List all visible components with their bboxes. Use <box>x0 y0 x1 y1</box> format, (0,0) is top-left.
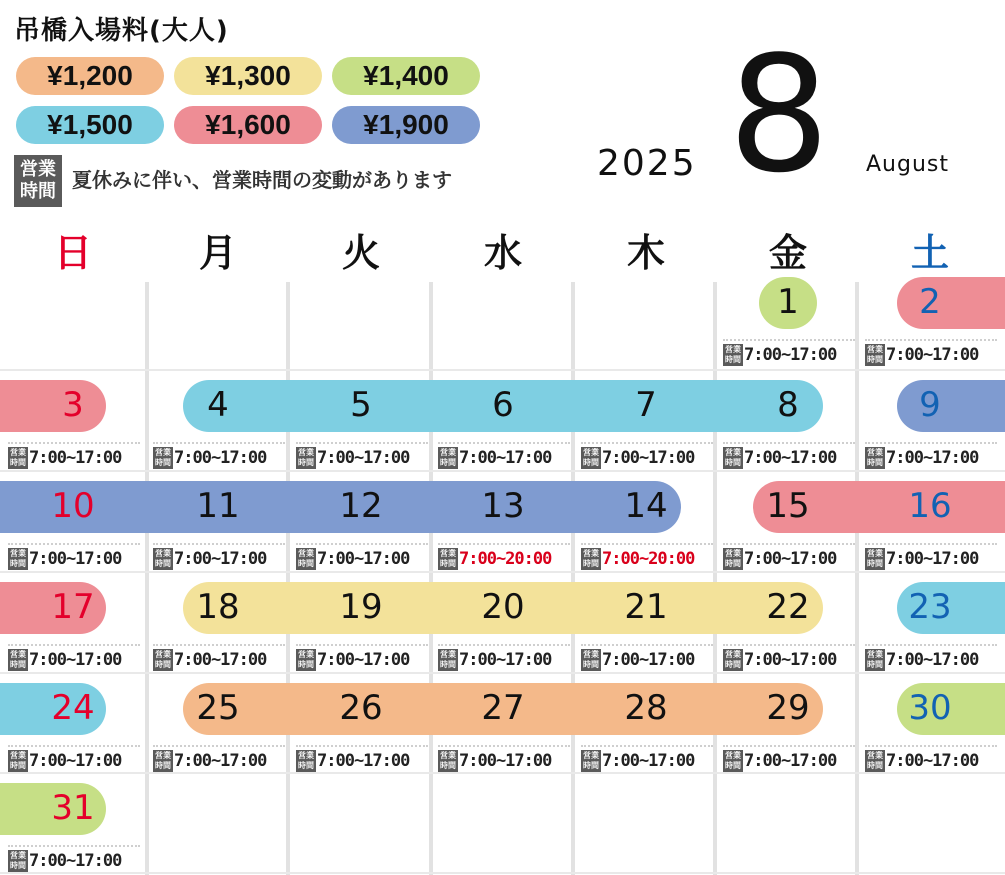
day-number: 16 <box>908 486 952 526</box>
hours-badge-icon <box>8 850 28 872</box>
hours-badge-icon <box>865 548 885 570</box>
hours-badge-icon <box>581 548 601 570</box>
business-hours <box>438 547 551 571</box>
hours-badge-top: 営業 <box>867 345 883 354</box>
hours-text: 7:00~17:00 <box>459 751 552 771</box>
cell-divider <box>296 543 428 545</box>
business-hours <box>581 446 694 470</box>
day-number: 24 <box>51 688 95 728</box>
hours-notice: 夏休みに伴い、営業時間の変動があります <box>72 168 452 192</box>
day-number: 4 <box>207 385 229 425</box>
day-number: 29 <box>766 688 810 728</box>
business-hours <box>153 446 266 470</box>
day-number: 18 <box>196 587 240 627</box>
cell-divider <box>153 745 285 747</box>
hours-badge-bottom: 時間 <box>10 559 26 568</box>
hours-badge-top: 営業 <box>298 751 314 760</box>
hours-badge-bottom: 時間 <box>867 355 883 364</box>
hours-badge-bottom: 時間 <box>725 458 741 467</box>
hours-badge-top: 営業 <box>155 448 171 457</box>
business-hours <box>723 547 836 571</box>
business-hours-badge <box>14 155 62 207</box>
business-hours <box>723 343 836 367</box>
hours-badge-bottom: 時間 <box>298 559 314 568</box>
badge-bottom-text: 時間 <box>20 181 56 202</box>
day-number: 14 <box>624 486 668 526</box>
day-number: 15 <box>766 486 810 526</box>
day-number: 10 <box>51 486 95 526</box>
day-number: 2 <box>919 282 941 322</box>
business-hours <box>296 749 409 773</box>
hours-text: 7:00~17:00 <box>602 448 695 468</box>
day-number: 7 <box>635 385 657 425</box>
hours-text: 7:00~17:00 <box>744 650 837 670</box>
business-hours <box>8 648 121 672</box>
hours-text: 7:00~17:00 <box>317 650 410 670</box>
month-name: August <box>866 152 949 177</box>
cell-divider <box>865 745 997 747</box>
business-hours <box>865 446 978 470</box>
hours-badge-icon <box>723 750 743 772</box>
day-number: 31 <box>51 788 95 828</box>
day-number: 28 <box>624 688 668 728</box>
price-legend-1500: ¥1,500 <box>16 106 164 144</box>
row-divider <box>0 672 1005 674</box>
price-legend-1600: ¥1,600 <box>174 106 322 144</box>
hours-badge-bottom: 時間 <box>725 761 741 770</box>
day-number: 25 <box>196 688 240 728</box>
cell-divider <box>581 745 713 747</box>
day-number: 20 <box>481 587 525 627</box>
business-hours <box>581 547 694 571</box>
day-number: 9 <box>919 385 941 425</box>
cell-divider <box>296 442 428 444</box>
day-number: 3 <box>62 385 84 425</box>
day-number: 13 <box>481 486 525 526</box>
page-title: 吊橋入場料(大人) <box>14 16 229 46</box>
row-divider <box>0 872 1005 874</box>
hours-badge-icon <box>296 750 316 772</box>
row-divider <box>0 571 1005 573</box>
business-hours <box>581 648 694 672</box>
hours-text: 7:00~17:00 <box>744 448 837 468</box>
hours-text: 7:00~17:00 <box>886 751 979 771</box>
hours-badge-bottom: 時間 <box>155 559 171 568</box>
cell-divider <box>438 442 570 444</box>
business-hours <box>296 547 409 571</box>
hours-badge-bottom: 時間 <box>867 458 883 467</box>
business-hours <box>865 749 978 773</box>
hours-badge-top: 営業 <box>155 549 171 558</box>
cell-divider <box>8 543 140 545</box>
price-legend-1400: ¥1,400 <box>332 57 480 95</box>
day-number: 6 <box>492 385 514 425</box>
business-hours <box>723 648 836 672</box>
hours-text: 7:00~17:00 <box>602 650 695 670</box>
business-hours <box>8 849 121 873</box>
day-number: 27 <box>481 688 525 728</box>
hours-badge-icon <box>865 649 885 671</box>
hours-text: 7:00~17:00 <box>886 549 979 569</box>
business-hours <box>865 547 978 571</box>
business-hours <box>296 648 409 672</box>
hours-badge-icon <box>581 649 601 671</box>
hours-badge-bottom: 時間 <box>725 660 741 669</box>
hours-text: 7:00~17:00 <box>886 448 979 468</box>
hours-badge-icon <box>723 447 743 469</box>
hours-text: 7:00~17:00 <box>174 751 267 771</box>
cell-divider <box>296 644 428 646</box>
hours-text: 7:00~17:00 <box>29 448 122 468</box>
hours-text: 7:00~17:00 <box>459 448 552 468</box>
cell-divider <box>723 442 855 444</box>
hours-badge-bottom: 時間 <box>10 761 26 770</box>
weekday-header: 木 <box>626 231 665 275</box>
day-number: 19 <box>339 587 383 627</box>
business-hours <box>296 446 409 470</box>
hours-badge-top: 営業 <box>725 650 741 659</box>
hours-badge-bottom: 時間 <box>298 761 314 770</box>
hours-badge-top: 営業 <box>583 751 599 760</box>
cell-divider <box>8 644 140 646</box>
business-hours <box>153 749 266 773</box>
weekday-header: 土 <box>910 231 949 275</box>
cell-divider <box>153 442 285 444</box>
hours-badge-top: 営業 <box>583 448 599 457</box>
hours-badge-bottom: 時間 <box>10 660 26 669</box>
day-number: 8 <box>777 385 799 425</box>
weekday-header: 火 <box>341 231 380 275</box>
day-number: 21 <box>624 587 668 627</box>
hours-text: 7:00~17:00 <box>174 650 267 670</box>
hours-badge-icon <box>438 750 458 772</box>
business-hours <box>438 648 551 672</box>
hours-text: 7:00~17:00 <box>29 751 122 771</box>
hours-badge-top: 営業 <box>155 751 171 760</box>
business-hours <box>865 648 978 672</box>
hours-badge-bottom: 時間 <box>583 458 599 467</box>
cell-divider <box>153 644 285 646</box>
cell-divider <box>581 442 713 444</box>
cell-divider <box>8 442 140 444</box>
hours-text: 7:00~17:00 <box>744 549 837 569</box>
hours-badge-bottom: 時間 <box>440 559 456 568</box>
hours-badge-top: 営業 <box>10 650 26 659</box>
hours-badge-top: 営業 <box>725 751 741 760</box>
hours-badge-bottom: 時間 <box>583 761 599 770</box>
hours-badge-bottom: 時間 <box>155 660 171 669</box>
hours-text: 7:00~17:00 <box>459 650 552 670</box>
hours-text: 7:00~17:00 <box>602 751 695 771</box>
day-number: 17 <box>51 587 95 627</box>
hours-text: 7:00~17:00 <box>317 549 410 569</box>
hours-badge-top: 営業 <box>10 448 26 457</box>
hours-badge-top: 営業 <box>298 549 314 558</box>
hours-badge-top: 営業 <box>867 650 883 659</box>
hours-badge-icon <box>296 649 316 671</box>
business-hours <box>438 749 551 773</box>
weekday-header: 日 <box>53 231 92 275</box>
hours-badge-top: 営業 <box>10 751 26 760</box>
row-divider <box>0 369 1005 371</box>
cell-divider <box>438 644 570 646</box>
hours-badge-icon <box>153 548 173 570</box>
hours-text: 7:00~20:00 <box>459 549 552 569</box>
hours-badge-bottom: 時間 <box>155 761 171 770</box>
hours-badge-bottom: 時間 <box>867 761 883 770</box>
hours-badge-bottom: 時間 <box>10 458 26 467</box>
hours-badge-icon <box>153 750 173 772</box>
hours-badge-top: 営業 <box>10 549 26 558</box>
hours-badge-icon <box>438 649 458 671</box>
day-number: 30 <box>908 688 952 728</box>
hours-badge-icon <box>438 548 458 570</box>
day-number: 12 <box>339 486 383 526</box>
hours-text: 7:00~17:00 <box>886 345 979 365</box>
hours-text: 7:00~17:00 <box>29 851 122 871</box>
hours-badge-bottom: 時間 <box>298 660 314 669</box>
hours-badge-bottom: 時間 <box>867 660 883 669</box>
hours-badge-top: 営業 <box>440 650 456 659</box>
hours-badge-top: 営業 <box>440 751 456 760</box>
cell-divider <box>865 442 997 444</box>
hours-badge-top: 営業 <box>440 549 456 558</box>
day-number: 23 <box>908 587 952 627</box>
cell-divider <box>723 644 855 646</box>
price-legend-1200: ¥1,200 <box>16 57 164 95</box>
business-hours <box>723 446 836 470</box>
hours-badge-icon <box>296 548 316 570</box>
hours-text: 7:00~17:00 <box>174 448 267 468</box>
hours-badge-top: 営業 <box>725 448 741 457</box>
hours-badge-top: 営業 <box>725 345 741 354</box>
hours-badge-top: 営業 <box>440 448 456 457</box>
hours-badge-icon <box>865 344 885 366</box>
cell-divider <box>581 543 713 545</box>
hours-badge-bottom: 時間 <box>725 559 741 568</box>
cell-divider <box>865 543 997 545</box>
hours-badge-bottom: 時間 <box>155 458 171 467</box>
cell-divider <box>723 745 855 747</box>
cell-divider <box>865 339 997 341</box>
hours-text: 7:00~17:00 <box>174 549 267 569</box>
hours-text: 7:00~17:00 <box>317 751 410 771</box>
cell-divider <box>8 845 140 847</box>
hours-badge-icon <box>8 447 28 469</box>
business-hours <box>153 547 266 571</box>
cell-divider <box>438 543 570 545</box>
day-number: 26 <box>339 688 383 728</box>
month-number: 8 <box>728 21 830 208</box>
hours-badge-top: 営業 <box>10 851 26 860</box>
business-hours <box>153 648 266 672</box>
cell-divider <box>153 543 285 545</box>
hours-badge-icon <box>8 750 28 772</box>
hours-badge-icon <box>581 750 601 772</box>
hours-badge-top: 営業 <box>867 751 883 760</box>
weekday-header: 金 <box>768 231 807 275</box>
price-legend-1900: ¥1,900 <box>332 106 480 144</box>
business-hours <box>581 749 694 773</box>
day-number: 1 <box>777 282 799 322</box>
hours-text: 7:00~17:00 <box>29 549 122 569</box>
row-divider <box>0 470 1005 472</box>
day-number: 5 <box>350 385 372 425</box>
hours-text: 7:00~17:00 <box>886 650 979 670</box>
hours-badge-top: 営業 <box>867 448 883 457</box>
cell-divider <box>723 339 855 341</box>
business-hours <box>8 446 121 470</box>
day-number: 11 <box>196 486 240 526</box>
hours-badge-icon <box>296 447 316 469</box>
year-label: 2025 <box>597 143 697 184</box>
business-hours <box>8 749 121 773</box>
hours-badge-top: 営業 <box>155 650 171 659</box>
hours-badge-top: 営業 <box>867 549 883 558</box>
hours-badge-icon <box>8 548 28 570</box>
cell-divider <box>865 644 997 646</box>
business-hours <box>865 343 978 367</box>
business-hours <box>8 547 121 571</box>
cell-divider <box>723 543 855 545</box>
cell-divider <box>8 745 140 747</box>
hours-text: 7:00~17:00 <box>744 345 837 365</box>
hours-badge-top: 営業 <box>583 650 599 659</box>
hours-badge-bottom: 時間 <box>583 660 599 669</box>
hours-badge-bottom: 時間 <box>867 559 883 568</box>
hours-badge-bottom: 時間 <box>440 761 456 770</box>
hours-badge-icon <box>865 750 885 772</box>
hours-badge-icon <box>153 447 173 469</box>
hours-badge-icon <box>865 447 885 469</box>
cell-divider <box>581 644 713 646</box>
day-number: 22 <box>766 587 810 627</box>
hours-badge-icon <box>438 447 458 469</box>
cell-divider <box>296 745 428 747</box>
hours-badge-top: 営業 <box>725 549 741 558</box>
hours-badge-icon <box>153 649 173 671</box>
weekday-header: 月 <box>198 231 237 275</box>
price-legend-1300: ¥1,300 <box>174 57 322 95</box>
hours-badge-bottom: 時間 <box>583 559 599 568</box>
hours-badge-icon <box>723 548 743 570</box>
hours-badge-icon <box>723 649 743 671</box>
hours-text: 7:00~17:00 <box>317 448 410 468</box>
cell-divider <box>438 745 570 747</box>
hours-badge-icon <box>723 344 743 366</box>
business-hours <box>723 749 836 773</box>
hours-badge-bottom: 時間 <box>440 660 456 669</box>
hours-text: 7:00~17:00 <box>29 650 122 670</box>
hours-badge-top: 営業 <box>298 650 314 659</box>
hours-badge-bottom: 時間 <box>725 355 741 364</box>
hours-badge-top: 営業 <box>298 448 314 457</box>
hours-text: 7:00~20:00 <box>602 549 695 569</box>
business-hours <box>438 446 551 470</box>
hours-badge-bottom: 時間 <box>440 458 456 467</box>
hours-badge-icon <box>8 649 28 671</box>
weekday-header: 水 <box>483 231 522 275</box>
badge-top-text: 営業 <box>20 159 56 180</box>
hours-badge-icon <box>581 447 601 469</box>
hours-badge-top: 営業 <box>583 549 599 558</box>
hours-badge-bottom: 時間 <box>10 861 26 870</box>
hours-badge-bottom: 時間 <box>298 458 314 467</box>
hours-text: 7:00~17:00 <box>744 751 837 771</box>
